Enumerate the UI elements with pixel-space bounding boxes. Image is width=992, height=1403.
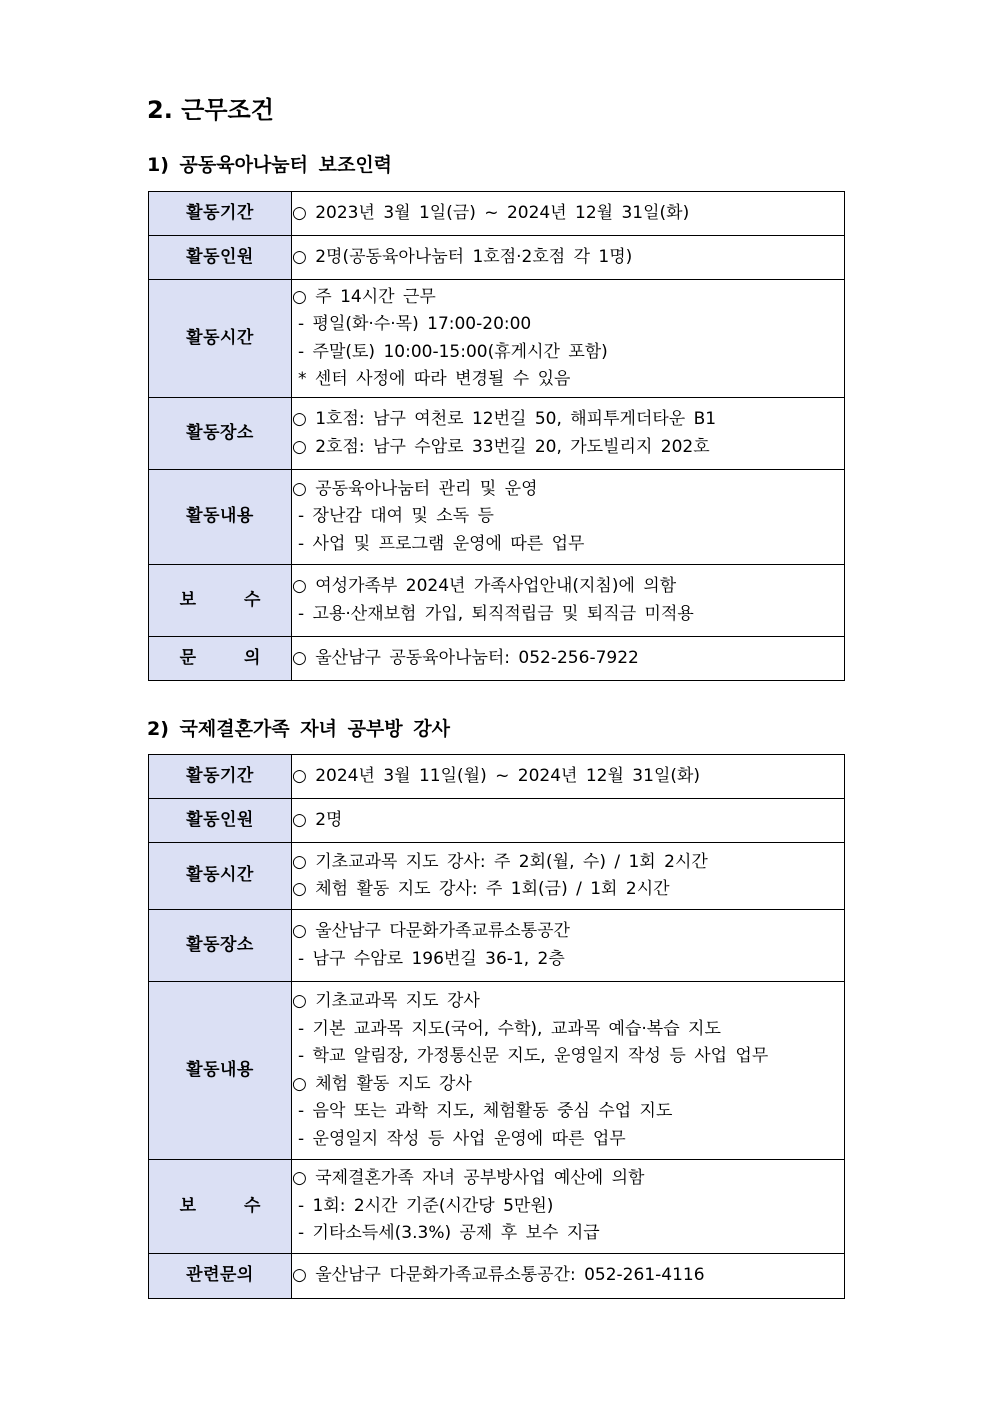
content-line: ○ 2023년 3월 1일(금) ~ 2024년 12월 31일(화) — [292, 202, 690, 223]
table-row — [149, 1254, 845, 1299]
table-row — [149, 280, 845, 398]
content-line: ○ 공동육아나눔터 관리 및 운영 — [292, 478, 538, 499]
table-row — [149, 398, 845, 470]
row-label: 보 수 — [149, 565, 292, 637]
row-content — [292, 910, 845, 982]
content-line: ○ 체험 활동 지도 강사: 주 1회(금) / 1회 2시간 — [292, 879, 670, 899]
table-row — [149, 910, 845, 982]
content-line: ○ 2명 — [292, 809, 343, 830]
row-label: 활동장소 — [149, 910, 292, 982]
section-heading-childcare-assistant: 1) 공동육아나눔터 보조인력 — [147, 154, 393, 176]
study-room-instructor-conditions-table — [148, 754, 845, 1299]
content-line: - 음악 또는 과학 지도, 체험활동 중심 수업 지도 — [298, 1101, 673, 1121]
table-row — [149, 982, 845, 1160]
content-line: ○ 기초교과목 지도 강사 — [292, 991, 480, 1011]
row-content — [292, 565, 845, 637]
row-content — [292, 982, 845, 1160]
table-row — [149, 843, 845, 910]
table-row — [149, 799, 845, 843]
table-row — [149, 236, 845, 280]
table-row — [149, 192, 845, 236]
content-line: * 센터 사정에 따라 변경될 수 있음 — [298, 369, 571, 389]
row-label: 활동인원 — [149, 799, 292, 843]
content-line: ○ 2호점: 남구 수암로 33번길 20, 가도빌리지 202호 — [292, 436, 710, 457]
row-label: 문 의 — [149, 637, 292, 681]
content-line: ○ 체험 활동 지도 강사 — [292, 1073, 472, 1094]
content-line: ○ 국제결혼가족 자녀 공부방사업 예산에 의함 — [292, 1168, 645, 1189]
content-line: ○ 2명(공동육아나눔터 1호점·2호점 각 1명) — [292, 246, 633, 267]
content-line: - 운영일지 작성 등 사업 운영에 따른 업무 — [298, 1128, 626, 1149]
row-content — [292, 280, 845, 398]
document-title: 2. 근무조건 — [147, 96, 274, 124]
row-label: 활동기간 — [149, 755, 292, 799]
row-label: 활동시간 — [149, 280, 292, 398]
section-heading-study-room-instructor: 2) 국제결혼가족 자녀 공부방 강사 — [147, 718, 450, 740]
table-row — [149, 637, 845, 681]
row-content — [292, 843, 845, 910]
row-label: 활동내용 — [149, 982, 292, 1160]
content-line: ○ 1호점: 남구 여천로 12번길 50, 해피투게더타운 B1 — [292, 409, 717, 429]
row-label: 활동시간 — [149, 843, 292, 910]
row-content — [292, 755, 845, 799]
row-content — [292, 1254, 845, 1299]
content-line: - 기타소득세(3.3%) 공제 후 보수 지급 — [298, 1223, 600, 1244]
content-line: ○ 울산남구 다문화가족교류소통공간 — [292, 921, 570, 941]
row-label: 활동장소 — [149, 398, 292, 470]
row-label: 관련문의 — [149, 1254, 292, 1299]
content-line: - 사업 및 프로그램 운영에 따른 업무 — [298, 533, 585, 554]
content-line: - 평일(화·수·목) 17:00-20:00 — [298, 314, 532, 334]
childcare-assistant-conditions-table — [148, 191, 845, 681]
content-line: ○ 2024년 3월 11일(월) ~ 2024년 12월 31일(화) — [292, 765, 701, 786]
row-label: 활동기간 — [149, 192, 292, 236]
content-line: ○ 기초교과목 지도 강사: 주 2회(월, 수) / 1회 2시간 — [292, 851, 708, 872]
content-line: - 학교 알림장, 가정통신문 지도, 운영일지 작성 등 사업 업무 — [298, 1046, 769, 1066]
row-content — [292, 236, 845, 280]
content-line: - 남구 수암로 196번길 36-1, 2층 — [298, 948, 565, 969]
content-line: - 1회: 2시간 기준(시간당 5만원) — [298, 1195, 554, 1216]
content-line: - 기본 교과목 지도(국어, 수학), 교과목 예습·복습 지도 — [298, 1018, 721, 1039]
row-label: 보 수 — [149, 1160, 292, 1254]
row-content — [292, 470, 845, 565]
row-content — [292, 398, 845, 470]
row-content — [292, 637, 845, 681]
row-label: 활동인원 — [149, 236, 292, 280]
content-line: - 고용·산재보험 가입, 퇴직적립금 및 퇴직금 미적용 — [298, 603, 694, 624]
table-row — [149, 565, 845, 637]
content-line: ○ 울산남구 다문화가족교류소통공간: 052-261-4116 — [292, 1265, 705, 1286]
content-line: ○ 주 14시간 근무 — [292, 286, 436, 307]
row-content — [292, 799, 845, 843]
content-line: ○ 울산남구 공동육아나눔터: 052-256-7922 — [292, 647, 639, 668]
content-line: - 주말(토) 10:00-15:00(휴게시간 포함) — [298, 341, 608, 362]
content-line: - 장난감 대여 및 소독 등 — [298, 506, 494, 527]
row-label: 활동내용 — [149, 470, 292, 565]
table-row — [149, 1160, 845, 1254]
row-content — [292, 1160, 845, 1254]
table-row — [149, 470, 845, 565]
table-row — [149, 755, 845, 799]
content-line: ○ 여성가족부 2024년 가족사업안내(지침)에 의함 — [292, 576, 677, 596]
row-content — [292, 192, 845, 236]
